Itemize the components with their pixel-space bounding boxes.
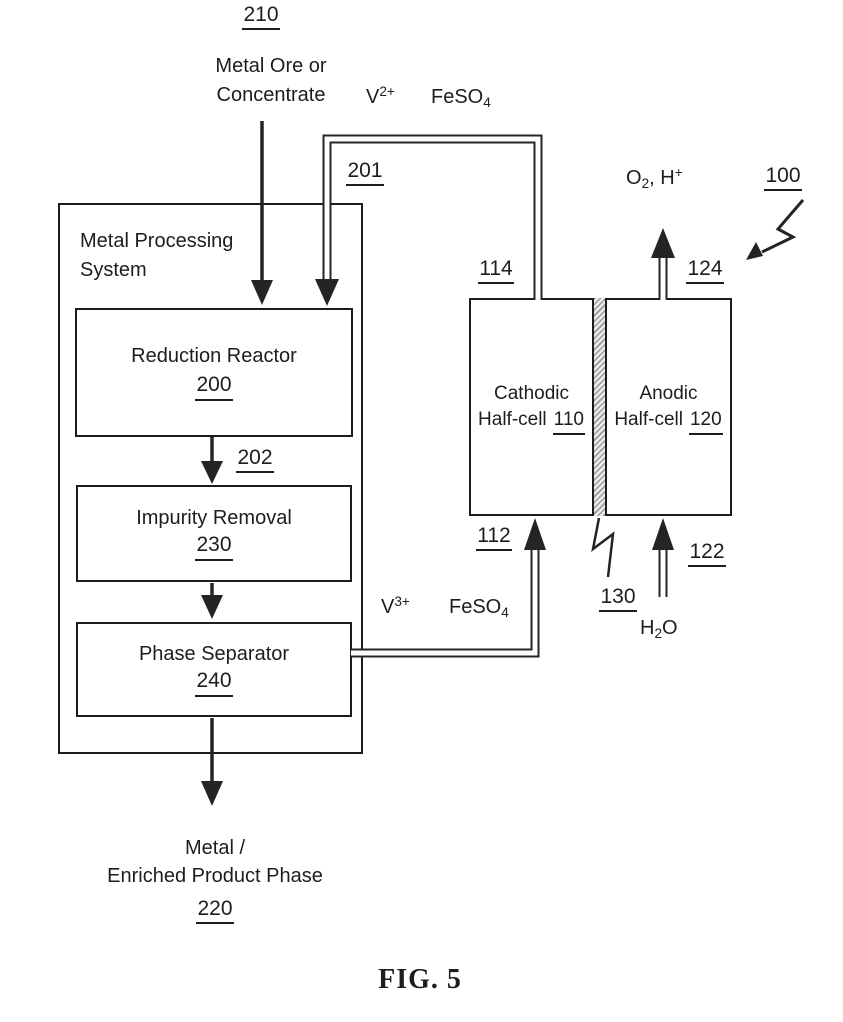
feso4-top-sub: 4 xyxy=(483,95,491,111)
h2o-inlet-pipe xyxy=(652,518,674,597)
phase-separator-label: Phase Separator xyxy=(138,643,290,666)
pipe-112-feed xyxy=(351,518,546,653)
label-feso4-top xyxy=(431,85,491,110)
ref-112 xyxy=(474,524,514,551)
ref-220 xyxy=(100,895,330,924)
ref-202 xyxy=(234,446,276,473)
o2-sub: 2 xyxy=(641,176,650,192)
ref-100 xyxy=(762,164,804,191)
impurity-removal-text xyxy=(76,485,352,582)
input-stream-line2: Concentrate xyxy=(216,84,326,106)
ref-201 xyxy=(344,159,386,186)
label-v3plus xyxy=(381,595,410,619)
o2-arrowhead xyxy=(651,228,675,258)
output-stream-line2: Enriched Product Phase xyxy=(107,865,323,887)
feso4-bottom-base: FeSO xyxy=(449,596,502,618)
o2-base: O xyxy=(626,167,642,189)
ref-122 xyxy=(686,540,728,567)
ref-114 xyxy=(476,257,516,284)
output-stream-line1: Metal / xyxy=(184,837,246,859)
o2-h-separator: , xyxy=(649,167,661,189)
ref-114-value: 114 xyxy=(478,257,513,284)
output-stream-label xyxy=(100,834,330,924)
label-v2plus xyxy=(366,85,395,109)
h2o-sub: 2 xyxy=(654,626,663,642)
impurity-removal-label: Impurity Removal xyxy=(136,507,292,530)
label-h2o xyxy=(640,616,678,641)
reduction-reactor-text xyxy=(75,308,353,437)
phase-separator-ref: 240 xyxy=(195,669,232,696)
ref-210 xyxy=(238,3,284,30)
phase-separator-text xyxy=(76,622,352,717)
ref-201-value: 201 xyxy=(346,159,383,186)
ref-112-value: 112 xyxy=(476,524,511,551)
anodic-ref: 120 xyxy=(689,410,723,435)
ref-100-squiggle-arrow-icon xyxy=(746,200,803,260)
v3plus-base: V xyxy=(381,596,395,618)
anodic-line1: Anodic xyxy=(639,383,698,405)
hplus-base: H xyxy=(660,167,675,189)
ref-220-value: 220 xyxy=(196,897,233,924)
label-o2-hplus xyxy=(626,166,683,191)
cathodic-line2 xyxy=(478,409,585,435)
h2o-arrowhead xyxy=(652,518,674,550)
ref-124-value: 124 xyxy=(686,257,723,284)
anodic-half-cell-text xyxy=(607,302,730,516)
o2-outlet-pipe xyxy=(651,228,675,300)
ref-124 xyxy=(684,257,726,284)
reduction-reactor-ref: 200 xyxy=(195,373,232,400)
cathodic-halfcell-word: Half-cell xyxy=(478,409,547,431)
ref-130-value: 130 xyxy=(599,585,636,612)
system-box-label xyxy=(80,227,233,285)
feso4-top-base: FeSO xyxy=(431,86,484,108)
system-label-line1: Metal Processing xyxy=(80,230,234,252)
ref-100-value: 100 xyxy=(764,164,801,191)
membrane-leader-line xyxy=(593,518,613,577)
ref-202-value: 202 xyxy=(236,446,273,473)
ref-130 xyxy=(596,585,640,612)
impurity-removal-ref: 230 xyxy=(195,533,232,560)
v2plus-sup: 2+ xyxy=(379,84,395,100)
v3plus-sup: 3+ xyxy=(394,594,410,610)
hplus-sup: + xyxy=(674,165,683,181)
v2plus-base: V xyxy=(366,86,380,108)
anodic-halfcell-word: Half-cell xyxy=(614,409,683,431)
cathodic-half-cell-text xyxy=(471,302,592,516)
h2o-o: O xyxy=(662,617,678,639)
ref-210-value: 210 xyxy=(242,3,279,30)
ref-122-value: 122 xyxy=(688,540,725,567)
input-stream-line1: Metal Ore or xyxy=(215,55,327,77)
anodic-line2 xyxy=(614,409,722,435)
system-label-line2: System xyxy=(80,259,147,281)
reduction-reactor-label: Reduction Reactor xyxy=(131,345,297,368)
cathodic-line1: Cathodic xyxy=(494,383,569,405)
pipe-112-arrowhead xyxy=(524,518,546,550)
membrane-strip xyxy=(592,298,607,516)
input-stream-label xyxy=(201,52,341,110)
h2o-h: H xyxy=(640,617,655,639)
cathodic-ref: 110 xyxy=(553,410,585,435)
figure-caption: FIG. 5 xyxy=(378,964,462,995)
label-feso4-bottom xyxy=(449,595,509,620)
feso4-bottom-sub: 4 xyxy=(501,605,509,621)
